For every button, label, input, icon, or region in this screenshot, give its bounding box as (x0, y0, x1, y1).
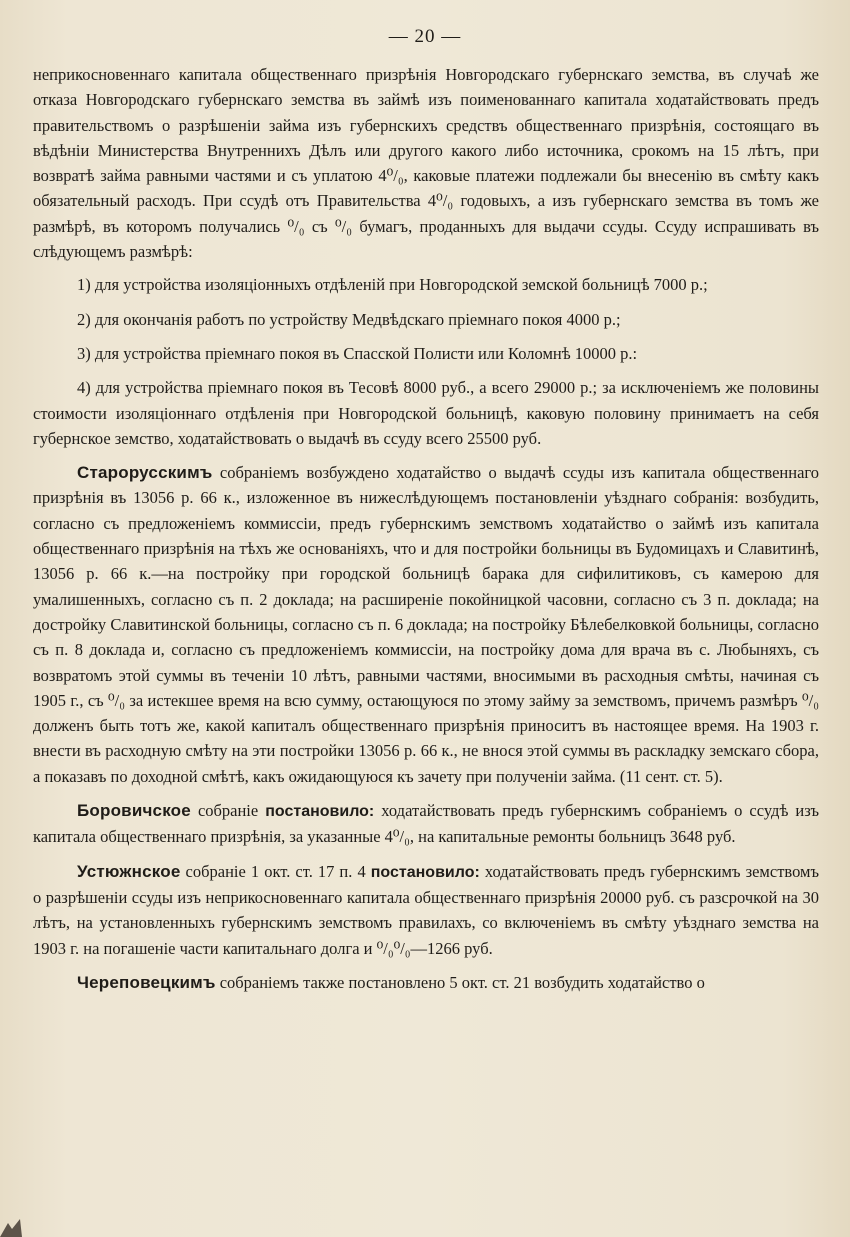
borovichi-heading: Боровичское (77, 801, 191, 821)
intro-paragraph: неприкосновеннаго капитала общественнаго призрѣнія Новгородскаго губернскаго земства, въ случаѣ же отказа Новгородскаго губернскаго земства въ займѣ изъ поименованнаго капитала ходатайствовать предъ правительствомъ о разрѣшеніи займа изъ губернскихъ средствъ общественнаго призрѣнія, состоящаго въ вѣдѣніи Министерства Внутреннихъ Дѣлъ или другого какого либо источника, срокомъ на 15 лѣтъ, при возвратѣ займа равными частями и съ уплатою 4⁰/₀, каковые платежи подлежали бы внесенію въ смѣту какъ обязательный расходъ. При ссудѣ отъ Правительства 4⁰/₀ годовыхъ, а изъ губернскаго земства въ томъ же размѣрѣ, въ которомъ получались ⁰/₀ съ ⁰/₀ бумагъ, проданныхъ для выдачи ссуды. Ссуду испрашивать въ слѣдующемъ размѣрѣ: (33, 65, 819, 262)
staroruss-text: собраніемъ возбуждено ходатайство о выдачѣ ссуды изъ капитала общественнаго призрѣнія въ 13056 р. 66 к., изложенное въ нижеслѣдующемъ постановленіи уѣзднаго собранія: возбудить, согласно съ предложеніемъ коммиссіи, предъ губернскимъ земствомъ ходатайство о займѣ изъ капитала общественнаго призрѣнія на тѣхъ же основаніяхъ, что и для постройки больницы въ Будомицахъ и Славитинѣ, 13056 р. 66 к.—на постройку при городской больницѣ барака для сифилитиковъ, съ камерою для умалишенныхъ, согласно съ п. 2 доклада; на расширеніе покойницкой часовни, согласно съ 3 п. доклада; на достройку Славитинской больницы, согласно съ п. 6 доклада; на постройку Бѣлебелковкой больницы, согласно съ п. 8 доклада и, согласно съ предложеніемъ коммиссіи, на постройку дома для врача въ с. Любыняхъ, съ возвратомъ этой суммы въ теченіи 10 лѣтъ, равными частями, вносимыми въ расходныя смѣты, начиная съ 1905 г., съ ⁰/₀ за истекшее время на всю сумму, остающуюся по этому займу за земствомъ, причемъ размѣръ ⁰/₀ долженъ быть тотъ же, какой капиталъ общественнаго призрѣнія приноситъ въ настоящее время. На 1903 г. внести въ расходную смѣту на эти постройки 13056 р. 66 к., не внося этой суммы въ раскладку земскаго сбора, а показавъ по доходной смѣтѣ, какъ ожидающуюся къ зачету при полученіи займа. (11 сент. ст. 5). (33, 463, 819, 786)
borovichi-text: ходатайствовать предъ губернскимъ собраніемъ о ссудѣ изъ капитала общественнаго призрѣнія, за указанные 4⁰/₀, на капитальные ремонты больницъ 3648 руб. (33, 801, 820, 847)
ustyuzhna-paragraph (33, 859, 819, 961)
cherepovets-text: собраніемъ также постановлено 5 окт. ст. 21 возбудить ходатайство о (219, 972, 705, 992)
ustyuzhna-keyword: постановило: (370, 863, 480, 881)
ustyuzhna-heading: Устюжнское (77, 861, 181, 881)
borovichi-paragraph (33, 798, 819, 850)
cherepovets-paragraph (33, 970, 819, 995)
staroruss-paragraph (33, 460, 819, 789)
list-item-1: 1) для устройства изоляціонныхъ отдѣленій при Новгородской земской больницѣ 7000 р.; (77, 275, 708, 295)
ustyuzhna-pre: собраніе 1 окт. ст. 17 п. 4 (185, 861, 366, 881)
page-corner-mark (0, 1211, 40, 1237)
document-body (33, 62, 819, 1004)
page-number: — 20 — (388, 26, 462, 47)
borovichi-keyword: постановило: (265, 803, 375, 821)
borovichi-pre: собраніе (197, 801, 259, 821)
cherepovets-heading: Череповецкимъ (77, 972, 216, 992)
list-item-4: 4) для устройства пріемнаго покоя въ Тесовѣ 8000 руб., а всего 29000 р.; за исключеніемъ же половины стоимости изоляціоннаго отдѣленія при Новгородской больницѣ, каковую половину принимаетъ на себя губернское земство, ходатайствовать о выдачѣ въ ссуду всего 25500 руб. (33, 378, 819, 448)
ustyuzhna-text: ходатайствовать предъ губернскимъ земствомъ о разрѣшеніи ссуды изъ неприкосновеннаго капитала общественнаго призрѣнія 20000 руб. съ разсрочкой на 30 лѣтъ, на установленныхъ губернскимъ земствомъ правилахъ, со включеніемъ въ смѣту уѣзднаго земства на 1903 г. на погашеніе части капитальнаго долга и ⁰/₀⁰/₀—1266 руб. (33, 861, 819, 958)
list-item-3: 3) для устройства пріемнаго покоя въ Спасской Полисти или Коломнѣ 10000 р.: (77, 343, 638, 363)
staroruss-heading: Старорусскимъ (77, 463, 213, 483)
list-item-2: 2) для окончанія работъ по устройству Медвѣдскаго пріемнаго покоя 4000 р.; (77, 309, 621, 329)
